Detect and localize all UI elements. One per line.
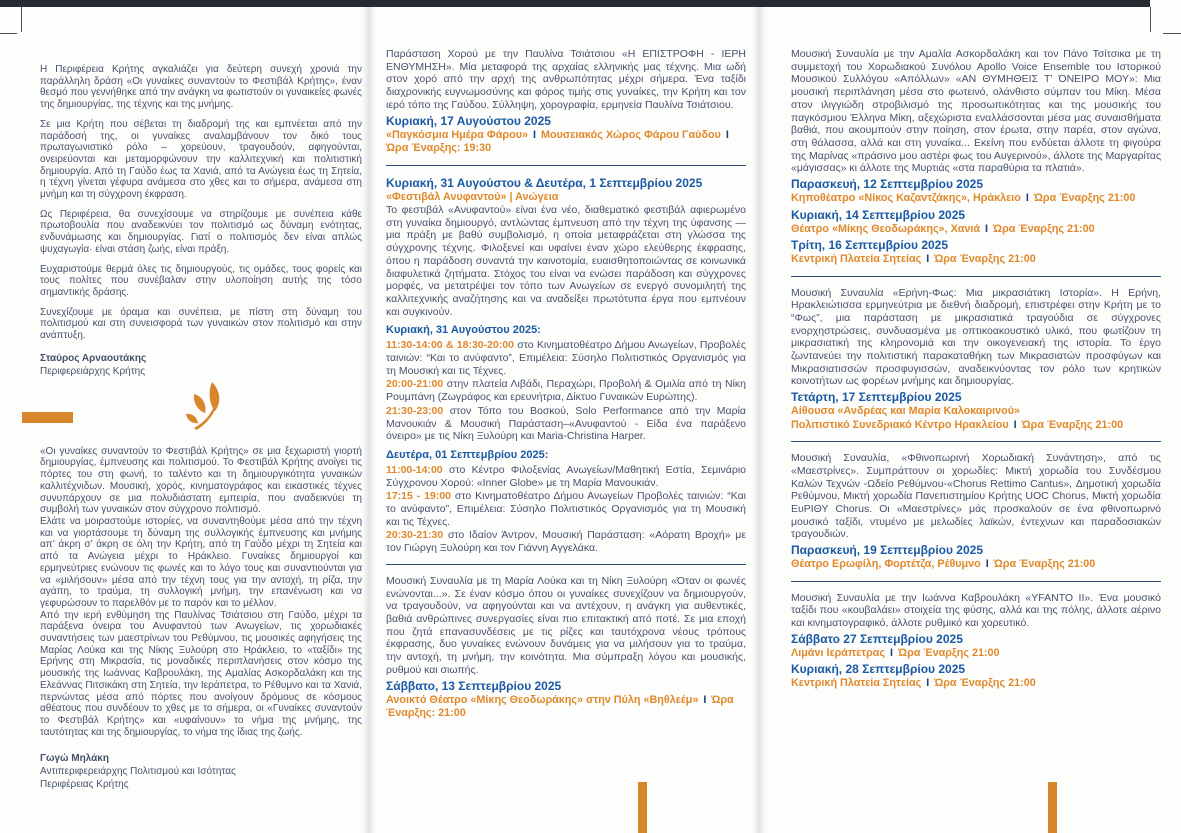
start-time: Ώρα Έναρξης 21:00 xyxy=(898,646,1000,659)
start-time: Ώρα Έναρξης 21:00 xyxy=(993,222,1095,235)
separator: Ι xyxy=(890,646,894,659)
event-date: Τετάρτη, 17 Σεπτεμβρίου 2025 xyxy=(791,390,962,405)
schedule-text: στην πλατεία Λιβάδι, Περαχώρι, Προβολή & Ομιλία από τη Νίκη Ρουμπάνη (Ζωγράφος και ερευνήτρια, Δίκτυο Γυναικών Ευρώπης). xyxy=(386,378,746,404)
event-description: Μουσική Συναυλία με τη Μαρία Λούκα και τη Νίκη Ξυλούρη «Όταν οι φωνές ενώνονται...». Σε έναν κόσμο όπου οι γυναίκες συνεχίζουν να δημιουργούν, να τραγουδούν, να αφηγούνται και να αντέχουν, η ανάγκη για αυθεντικές, βαθιά ανθρώπινες συνεργασίες είναι πιο επιτακτική από ποτέ. Σε μια εποχή που ζητά επανασυνδέσεις με τις ρίζες και ταυτόχρονα νέους τρόπους έκφρασης, δυο γυναίκες ενώνουν δυνάμεις για να μιλήσουν για το τραύμα, την αντοχή, τη μνήμη, την κοινότητα. Μια σύμπραξη λόγου και μουσικής, ρυθμού και σιωπής. xyxy=(386,574,746,676)
event-venue xyxy=(791,253,1161,267)
schedule-item xyxy=(386,529,746,554)
right-column xyxy=(791,48,1161,691)
schedule-item xyxy=(386,378,746,403)
venue-place: Κηποθέατρο «Νίκος Καζαντζάκης», Ηράκλειο xyxy=(791,192,1021,205)
event-venue: «Φεστιβάλ Ανυφαντού» | Ανώγεια xyxy=(386,190,559,203)
venue-name: «Παγκόσμια Ημέρα Φάρου» xyxy=(386,128,528,141)
scan-top-edge xyxy=(0,0,1150,7)
start-time: Ώρα Έναρξης 21:00 xyxy=(993,558,1096,571)
separator: Ι xyxy=(985,558,989,571)
signature-vice-governor xyxy=(40,752,362,791)
event-description: Μουσική Συναυλία με την Αμαλία Ασκορδαλάκη και τον Πάνο Τσίτσικα με τη συμμετοχή του Χορωδιακού Συνόλου Apollo Voice Ensemble του Ιστορικού Μουσικού Συλλόγου «Απόλλων» «ΑΝ ΘΥΜΗΘΕΙΣ Τ’ ΌΝΕΙΡΟ ΜΟΥ»: Μια μουσική περιπλάνηση μέσα στο φωτεινό, ολάνθιστο σύμπαν του Μίκη. Μέσα στον ιλιγγιώδη στροβιλισμό της προσωπικότητας και της μουσικής του παγκόσμιου Έλληνα Μίκη, αξεχώριστα εναλλάσσονται μέσα μας συναισθήματα βαθιά, που ακουμπούν στην ποίηση, στον έρωτα, στην παρέα, στον αγώνα, στη θάλασσα, αλλά και στη γυναίκα... Εκείνη που ενδύεται άλλοτε τη φιγούρα της Μαρίνας «πράσινο μου αστέρι φως του Αυγερινού», άλλοτε της Μαργαρίτας «μάγισσας» κι άλλοτε της Μυρτιάς «στα παραθύρια τα πλατιά». xyxy=(791,48,1161,175)
crop-mark xyxy=(1150,7,1151,32)
schedule-text: στο Ιδαίον Άντρον, Μουσική Παράσταση: «Αόρατη Βροχή» με τον Γιώργη Ξυλούρη και τον Γιάννη Αγγελάκα. xyxy=(386,529,746,555)
schedule-text: στο Κινηματοθέατρο Δήμου Ανωγείων Προβολές ταινιών: “Και το ανύφαντο”, Επιμέλεια: Σύσηλο Πολιτιστικός Οργανισμός για τη Μουσική και τις Τέχνες. xyxy=(386,490,747,528)
event-date: Σάββατο 27 Σεπτεμβρίου 2025 xyxy=(791,631,963,646)
fold-line xyxy=(362,7,376,833)
orange-bar-middle-bottom xyxy=(638,782,647,833)
event-date: Κυριακή, 31 Αυγούστου & Δευτέρα, 1 Σεπτεμβρίου 2025 xyxy=(386,175,703,190)
event-description: Μουσική Συναυλία με την Ιωάννα Καβρουλάκη «YFANTO II». Ένα μουσικό ταξίδι που «κουβαλάει» στοιχεία της φύσης, αλλά και της πόλης, άλλοτε αέρινο και κινηματογραφικό, άλλοτε ρυθμικό και χορευτικό. xyxy=(791,591,1161,629)
schedule-item xyxy=(386,405,746,443)
event-block-erini-fos xyxy=(791,287,1161,433)
divider xyxy=(791,441,1161,442)
venue-place: Πολιτιστικό Συνεδριακό Κέντρο Ηρακλείου xyxy=(791,418,1009,431)
signature-name: Σταύρος Αρναουτάκης xyxy=(40,352,147,364)
schedule-time: 11:00-14:00 xyxy=(386,463,443,476)
intro-paragraph: Συνεχίζουμε με όραμα και συνέπεια, με πίστη στη δύναμη του πολιτισμού και στη συνεισφορά των γυναικών στον πολιτισμό και στην ανάπτυξη. xyxy=(40,306,362,342)
separator: Ι xyxy=(985,222,989,235)
event-date: Κυριακή, 17 Αυγούστου 2025 xyxy=(386,113,551,128)
divider xyxy=(386,564,746,565)
signature-title: Περιφέρειας Κρήτης xyxy=(40,779,129,791)
start-time: Ώρα Έναρξης: 19:30 xyxy=(386,142,492,155)
event-venue xyxy=(791,419,1161,433)
signature-governor xyxy=(40,352,362,378)
event-block-yfanto xyxy=(791,592,1161,691)
schedule-item xyxy=(386,464,746,489)
intro-paragraph: Ευχαριστούμε θερμά όλες τις δημιουργούς, τις ομάδες, τους φορείς και τους πολίτες που συνέβαλαν στην υλοποίηση αυτής της τόσο σημαντικής δράσης. xyxy=(40,263,362,298)
left-column xyxy=(40,64,362,791)
event-date: Σάββατο, 13 Σεπτεμβρίου 2025 xyxy=(386,678,562,693)
start-time: Ώρα Έναρξης 21:00 xyxy=(934,677,1036,690)
event-block-louka-xylouri xyxy=(386,575,746,721)
event-venue xyxy=(791,223,1161,237)
crop-mark xyxy=(21,7,22,32)
schedule-item xyxy=(386,339,746,377)
event-date: Παρασκευή, 19 Σεπτεμβρίου 2025 xyxy=(791,543,984,558)
orange-bar-left xyxy=(22,412,73,423)
intro-paragraph: Ως Περιφέρεια, θα συνεχίσουμε να στηρίζουμε με συνέπεια κάθε πρωτοβουλία που αναδεικνύει τον πολιτισμό ως δύναμη ενότητας, ενδυνάμωσης και δημιουργίας. Γιατί ο πολιτισμός δεν είναι απλώς ψυχαγωγία· είναι στάση ζωής, είναι πράξη. xyxy=(40,208,362,255)
venue-place: Λιμάνι Ιεράπετρας xyxy=(791,646,886,659)
schedule-time: 21:30-23:00 xyxy=(386,404,444,417)
event-block-tsiatsiou xyxy=(386,48,746,156)
middle-column xyxy=(386,48,746,721)
event-description: Μουσική Συναυλία «Ερήνη-Φως: Μια μικρασιάτικη Ιστορία». Η Ερήνη, Ηρακλειώτισσα ερμηνεύτρια με διεθνή διαδρομή, επιστρέφει στην Κρήτη με το “Φως”, μια παράσταση με μικρασιατικά τραγούδια σε σύγχρονες ενορχηστρώσεις, συνδυασμένα με οπτικοακουστικό υλικό, που φωτίζουν τη μικρασιατική της κληρονομιά και την οικογενειακή της ιστορία. Το έργο ζωντανεύει την πολιτιστική παρακαταθήκη των Μικρασιατών προσφύγων και Μικρασιατισσών προσφυγισσών, αναδεικνύοντας τον ρόλο των κρητικών κοινοτήτων ως φορέων μνήμης και δημιουργίας. xyxy=(791,286,1161,388)
start-time: Ώρα Έναρξης 21:00 xyxy=(934,253,1036,266)
separator: Ι xyxy=(1013,418,1017,431)
day-heading: Δευτέρα, 01 Σεπτεμβρίου 2025: xyxy=(386,448,549,461)
event-block-askordalaki xyxy=(791,48,1161,267)
leaf-icon xyxy=(182,380,228,434)
start-time: Ώρα Έναρξης: 21:00 xyxy=(386,693,734,720)
event-date: Τρίτη, 16 Σεπτεμβρίου 2025 xyxy=(791,238,949,253)
intro-paragraph: Σε μια Κρήτη που σέβεται τη διαδρομή της και εμπνέεται από την παράδοσή της, οι γυναίκες αναλαμβάνουν τον δικό τους πρωταγωνιστικό ρόλο – χορεύουν, τραγουδούν, αφηγούνται, ονειρεύονται και μεταμορφώνουν την καλλιτεχνική και πολιτιστική δημιουργία. Από τη Γαύδο έως τα Χανιά, από τα Ανώγεια έως τη Σητεία, η τέχνη γίνεται γέφυρα ανάμεσα στο χθες και το σήμερα, ανάμεσα στη μνήμη και τη σύγχρονη έκφραση. xyxy=(40,118,362,201)
start-time: Ώρα Έναρξης 21:00 xyxy=(1033,192,1136,205)
event-date: Κυριακή, 14 Σεπτεμβρίου 2025 xyxy=(791,207,966,222)
overview-paragraph: «Οι γυναίκες συναντούν το Φεστιβάλ Κρήτης» σε μια ξεχωριστή γιορτή δημιουργίας, έμπνευσης και πολιτισμού. Το Φεστιβάλ Κρήτης ανοίγει τις πόρτες του στη φωνή, το ταλέντο και τη δημιουργικότητα γυναικών καλλιτέχνιδων. Μουσική, χορός, κινηματογράφος και εικαστικές τέχνες συνυπάρχουν σε μια πολυδιάστατη εμπειρία, που αναδεικνύει τη συμβολή των γυναικών στον σύγχρονο πολιτισμό. xyxy=(40,445,362,516)
venue-place: Κεντρική Πλατεία Σητείας xyxy=(791,253,922,266)
crop-mark xyxy=(1163,33,1181,34)
schedule-time: 17:15 - 19:00 xyxy=(386,490,451,503)
event-venue xyxy=(791,558,1161,572)
schedule-text: στον Τόπο του Βοσκού, Solo Performance από την Μαρία Μανουκιάν & Μουσική Παράσταση–«Ανυφαντού - Είδα ένα παράξενο όνειρο» με τις Νίκη Ξυλούρη και Maria-Christina Harper. xyxy=(386,404,746,443)
event-venue xyxy=(791,647,1161,661)
event-venue: Αίθουσα «Ανδρέας και Μαρία Καλοκαιρινού» xyxy=(791,405,1021,418)
separator: Ι xyxy=(926,677,930,690)
overview-paragraph: Από την ιερή ενθύμηση της Παυλίνας Τσιάτσιου στη Γαύδο, μέχρι τα παράξενα όνειρα του Ανυφαντού των Ανωγείων, τις χορωδιακές συναντήσεις των μαεστρίνων του Ρεθύμνου, τις μουσικές αφηγήσεις της Μαρίας Λούκα και της Νίκης Ξυλούρη στο Ηράκλειο, το «ταξίδι» της Ερήνης στη Μικρασία, τις μοναδικές περιπλανήσεις στον κόσμο της μουσικής της Ιωάννας Καβρουλάκη, της Αμαλίας Ασκορδαλάκη και της Ελεάννας Πιτσικάκη στη Σητεία, την Ιεράπετρα, το Ρέθυμνο και τα Χανιά, περνώντας μέσα από πόρτες που ανοίγουν δρόμους σε κόσμους αθέατους που συνδέουν το χθες με το σήμερα, οι «Γυναίκες συναντούν το Φεστιβάλ Κρήτης» και «υφαίνουν» το νήμα της μνήμης, της ταυτότητας και της δημιουργίας, το νήμα της ίδιας της ζωής. xyxy=(40,609,362,738)
schedule-text: στο Κέντρο Φιλοξενίας Ανωγείων/Μαθητική Εστία, Σεμινάριο Σύγχρονου Χορού: «Inner Globe» με τη Μαρία Μανουκιάν. xyxy=(386,463,746,489)
event-description: Μουσική Συναυλία, «Φθινοπωρινή Χορωδιακή Συνάντηση», από τις «Μαεστρίνες». Συμπράττουν οι χορωδίες: Μικτή χορωδία του Συνδέσμου Καλών Τεχνών -Ωδείο Ρεθύμνου-«Chorus Rettimo Cantus», Δημοτική χορωδία Ρεθύμνου, Μικτή χορωδία Πανεπιστημίου Κρήτης UOC Chorus, Μικτή χορωδία ΕυΡΙΘΥ Chorus. Οι «Μαεστρίνες» μάς προσκαλούν σε ένα φθινοπωρινό μουσικό ταξίδι, ντυμένο με μελωδίες λαϊκών, έντεχνων και παραδοσιακών τραγουδιών. xyxy=(791,452,1161,541)
separator: Ι xyxy=(532,128,536,141)
separator: Ι xyxy=(703,693,707,706)
event-venue xyxy=(386,129,746,156)
fold-line xyxy=(752,7,766,833)
overview-paragraph: Ελάτε να μοιραστούμε ιστορίες, να συναντηθούμε μέσα από την τέχνη και να γιορτάσουμε τη δύναμη της συλλογικής έμπνευσης και μνήμης απ’ άκρη σ’ άκρη σε όλη την Κρήτη, από τη Γαύδο μέχρι τη Σητεία και από τα Ανώγεια μέχρι το Ηράκλειο. Γυναίκες δημιουργοί και ερμηνεύτριες ενώνουν τις φωνές και το λόγο τους και συναντιούνται για να «μιλήσουν» μέσα από την τέχνη τους για την αντοχή, τη ρίζα, την αγάπη, το τραύμα, τη συλλογική μνήμη, την επανένωση και να γεφυρώσουν το παρελθόν με το παρόν και το μέλλον. xyxy=(40,515,362,609)
festival-overview-text xyxy=(40,446,362,739)
event-venue xyxy=(386,694,746,721)
event-block-anyfantou xyxy=(386,176,746,555)
event-date: Κυριακή, 28 Σεπτεμβρίου 2025 xyxy=(791,662,966,677)
schedule-text: στο Κινηματοθέατρο Δήμου Ανωγείων, Προβολές ταινιών: “Και το ανύφαντο”, Επιμέλεια: Σύσηλο Πολιτιστικός Οργανισμός για τη Μουσική και τις Τέχνες. xyxy=(386,339,746,377)
venue-place: Μουσειακός Χώρος Φάρου Γαύδου xyxy=(540,128,721,141)
separator: Ι xyxy=(725,128,729,141)
schedule-time: 20:00-21:00 xyxy=(386,378,444,391)
event-block-maestrines xyxy=(791,452,1161,571)
orange-bar-right-bottom xyxy=(1048,782,1057,833)
venue-place: Κεντρική Πλατεία Σητείας xyxy=(791,677,922,690)
venue-place: Ανοικτό Θέατρο «Μίκης Θεοδωράκης» στην Πύλη «Βηθλεέμ» xyxy=(386,693,699,706)
event-description: Το φεστιβάλ «Ανυφαντού» είναι ένα νέο, διαθεματικό φεστιβάλ αφιερωμένο στη γυναίκα δημιουργό, αντλώντας έμπνευση από την τέχνη της ύφανσης — μια πράξη με βαθύ συμβολισμό, η οποία μεταφράζεται στη γλώσσα της σύγχρονης τέχνης. Φιλοξενεί και υφαίνει έναν χώρο ελεύθερης έκφρασης, όπου η παράδοση συναντά την καινοτομία, ευαισθητοποιώντας σε κοινωνικά διαφυλετικά ζητήματα. Στόχος του είναι να ενώσει παράδοση και σύγχρονες μορφές, να μετατρέψει τον τόπο των Ανωγείων σε ενεργό συνομιλητή της καλλιτεχνικής αναζήτησης και να αναδείξει πρωτότυπα έργα που εμπνέουν και συγκινούν. xyxy=(386,204,746,318)
separator: Ι xyxy=(926,253,930,266)
schedule-item xyxy=(386,490,746,528)
event-description: Παράσταση Χορού με την Παυλίνα Τσιάτσιου «Η ΕΠΙΣΤΡΟΦΗ - ΙΕΡΗ ΕΝΘΥΜΗΣΗ». Μία μεταφορά της αρχαίας ελληνικής μας τέχνης. Μια ωδή στον χορό από την αρχή της ανθρωπότητας μέχρι σήμερα. Ένα ταξίδι διαχρονικής ευγνωμοσύνης και φόρος τιμής στις γυναίκες, την Κρήτη και τον ιερό τόπο της Γαύδου. Σύλληψη, χορογραφία, ερμηνεία Παυλίνα Τσιάτσιου. xyxy=(386,48,746,111)
schedule-time: 20:30-21:30 xyxy=(386,529,444,542)
signature-title: Περιφερειάρχης Κρήτης xyxy=(40,365,146,377)
signature-title: Αντιπεριφερειάρχης Πολιτισμού και Ισότητας xyxy=(40,766,236,778)
signature-name: Γωγώ Μηλάκη xyxy=(40,753,109,765)
event-date: Παρασκευή, 12 Σεπτεμβρίου 2025 xyxy=(791,177,984,192)
event-venue xyxy=(791,192,1161,206)
divider xyxy=(791,276,1161,277)
intro-paragraph: Η Περιφέρεια Κρήτης αγκαλιάζει για δεύτερη συνεχή χρονιά την παράλληλη δράση «Οι γυναίκες συναντούν το Φεστιβάλ Κρήτης», έναν θεσμό που γεννήθηκε από την ανάγκη να φωτιστούν οι γυναικείες φωνές της δημιουργίας, της τέχνης και της μνήμης. xyxy=(40,64,362,111)
separator: Ι xyxy=(1025,192,1029,205)
event-venue xyxy=(791,677,1161,691)
decorative-row xyxy=(40,386,362,436)
day-heading: Κυριακή, 31 Αυγούστου 2025: xyxy=(386,324,541,337)
start-time: Ώρα Έναρξης 21:00 xyxy=(1021,418,1124,431)
divider xyxy=(386,165,746,166)
intro-text xyxy=(40,64,362,342)
schedule-time: 11:30-14:00 & 18:30-20:00 xyxy=(386,339,514,352)
venue-place: Θέατρο Ερωφίλη, Φορτέτζα, Ρέθυμνο xyxy=(791,558,981,571)
venue-place: Θέατρο «Μίκης Θεοδωράκης», Χανιά xyxy=(791,222,981,235)
divider xyxy=(791,581,1161,582)
crop-mark xyxy=(0,33,17,34)
